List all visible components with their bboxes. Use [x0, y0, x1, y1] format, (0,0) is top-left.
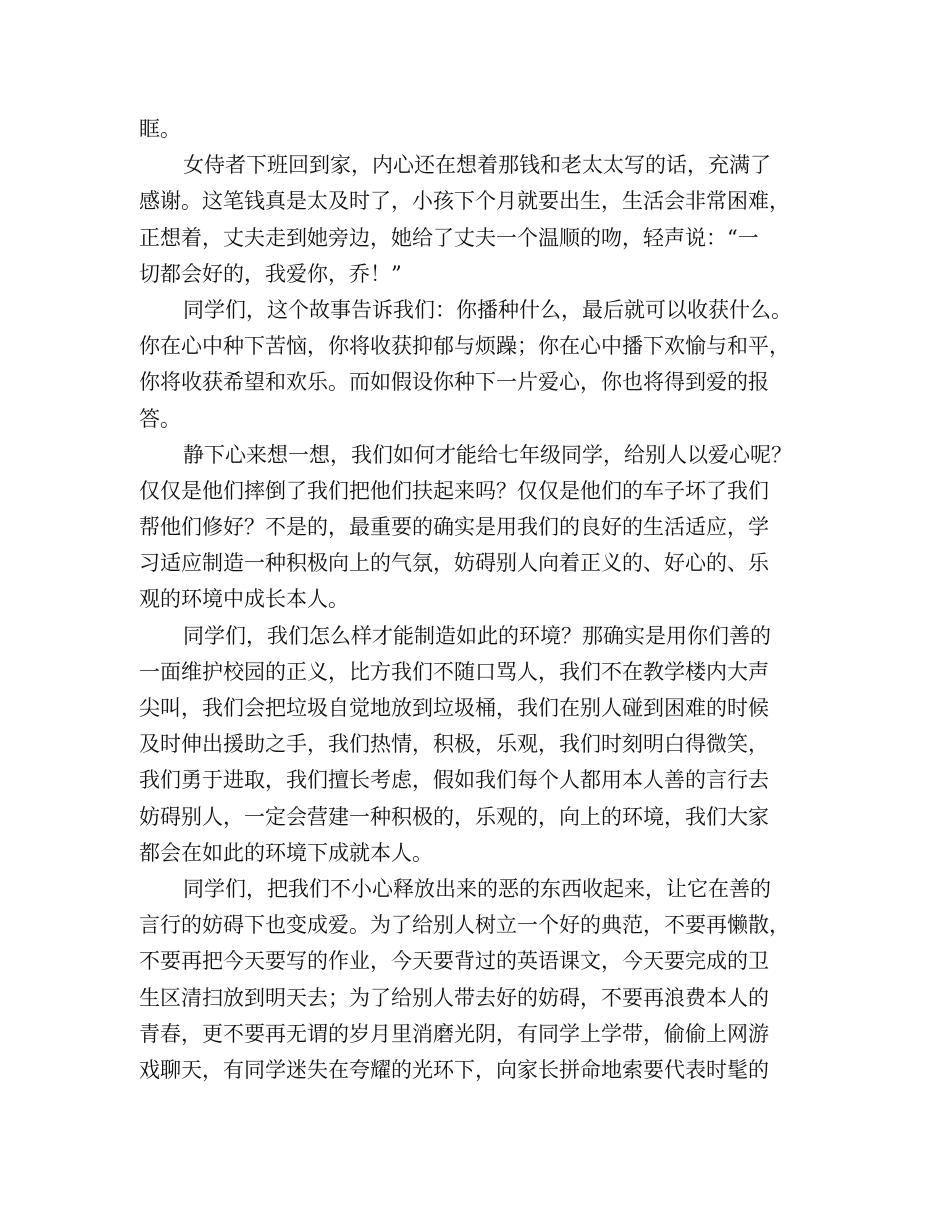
- text-line: 感谢。这笔钱真是太及时了，小孩下个月就要出生，生活会非常困难，: [139, 189, 790, 214]
- paragraph-start-line: 女侍者下班回到家，内心还在想着那钱和老太太写的话，充满了: [183, 153, 771, 178]
- document-body: [139, 111, 819, 1088]
- text-line: 言行的妨碍下也变成爱。为了给别人树立一个好的典范，不要再懒散，: [139, 913, 790, 938]
- text-line: 眶。: [139, 117, 181, 141]
- text-line: 一面维护校园的正义，比方我们不随口骂人，我们不在教学楼内大声: [139, 659, 769, 684]
- text-line: 生区清扫放到明天去；为了给别人带去好的妨碍，不要再浪费本人的: [139, 985, 769, 1010]
- text-line: 正想着，丈夫走到她旁边，她给了丈夫一个温顺的吻，轻声说：“一: [139, 225, 759, 250]
- text-line: 戏聊天，有同学迷失在夸耀的光环下，向家长拼命地索要代表时髦的: [139, 1057, 769, 1082]
- text-line: 都会在如此的环境下成就本人。: [139, 840, 433, 865]
- text-line: 答。: [139, 406, 181, 431]
- text-line: 尖叫，我们会把垃圾自觉地放到垃圾桶，我们在别人碰到困难的时候: [139, 696, 769, 720]
- text-line: 妨碍别人，一定会营建一种积极的，乐观的，向上的环境，我们大家: [139, 804, 769, 829]
- paragraph-start-line: 同学们，把我们不小心释放出来的恶的东西收起来，让它在善的: [183, 876, 771, 901]
- text-line: 我们勇于进取，我们擅长考虑，假如我们每个人都用本人善的言行去: [139, 768, 769, 793]
- text-line: 不要再把今天要写的作业，今天要背过的英语课文，今天要完成的卫: [139, 949, 769, 974]
- text-line: 观的环境中成长本人。: [139, 587, 349, 612]
- text-line: 你在心中种下苦恼，你将收获抑郁与烦躁；你在心中播下欢愉与和平，: [139, 334, 790, 359]
- text-line: 切都会好的，我爱你，乔！”: [139, 261, 402, 286]
- paragraph-start-line: 同学们，我们怎么样才能制造如此的环境？那确实是用你们善的: [183, 623, 771, 648]
- text-line: 习适应制造一种积极向上的气氛，妨碍别人向着正义的、好心的、乐: [139, 551, 769, 576]
- text-line: 仅仅是他们摔倒了我们把他们扶起来吗？仅仅是他们的车子坏了我们: [139, 478, 769, 503]
- text-line: 青春，更不要再无谓的岁月里消磨光阴，有同学上学带，偷偷上网游: [139, 1021, 769, 1046]
- text-line: 你将收获希望和欢乐。而如假设你种下一片爱心，你也将得到爱的报: [139, 370, 769, 395]
- paragraph-start-line: 静下心来想一想，我们如何才能给七年级同学，给别人以爱心呢？: [183, 442, 792, 467]
- paragraph-start-line: 同学们，这个故事告诉我们：你播种什么，最后就可以收获什么。: [183, 297, 792, 322]
- text-line: 及时伸出援助之手，我们热情，积极，乐观，我们时刻明白得微笑，: [139, 732, 769, 757]
- text-line: 帮他们修好？不是的，最重要的确实是用我们的良好的生活适应，学: [139, 515, 769, 540]
